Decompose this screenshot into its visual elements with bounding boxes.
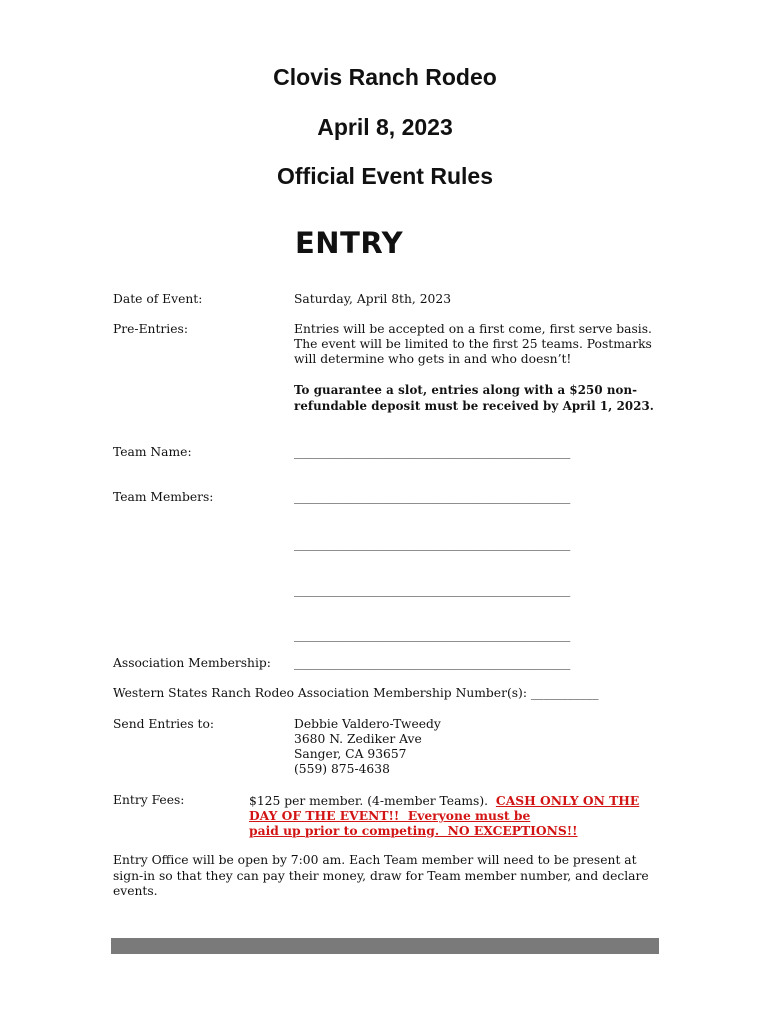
pre-entries-line: will determine who gets in and who doesn’t!	[294, 352, 572, 366]
cash-only-warning: CASH ONLY ON THE	[495, 793, 640, 808]
address-line: Sanger, CA 93657	[294, 747, 407, 761]
wsrra-membership-number: Western States Ranch Rodeo Association Membership Number(s): ___________	[113, 686, 599, 700]
address-line: (559) 875-4638	[294, 762, 390, 776]
section-heading: ENTRY	[295, 226, 404, 260]
entry-office-line: Entry Office will be open by 7:00 am. Each Team member will need to be present at	[113, 853, 637, 867]
team-member-field[interactable]: ________________________________________________	[294, 628, 570, 642]
association-membership-label: Association Membership:	[113, 656, 271, 670]
deposit-notice-line: To guarantee a slot, entries along with a $250 non-	[294, 383, 638, 397]
pre-entries-line: Entries will be accepted on a first come, first serve basis.	[294, 322, 652, 336]
association-membership-field[interactable]: ________________________________________________	[294, 656, 570, 670]
event-title: Clovis Ranch Rodeo	[273, 64, 497, 90]
entry-fees-label: Entry Fees:	[113, 793, 185, 807]
entry-office-line: events.	[113, 884, 158, 898]
entry-office-line: sign-in so that they can pay their money, draw for Team member number, and declare	[113, 869, 649, 883]
date-of-event-label: Date of Event:	[113, 292, 203, 306]
send-entries-label: Send Entries to:	[113, 717, 215, 731]
team-member-field[interactable]: ________________________________________________	[294, 490, 570, 504]
address-line: 3680 N. Zediker Ave	[294, 732, 422, 746]
entry-fees-amount: $125 per member. (4-member Teams).	[249, 794, 496, 808]
pre-entries-line: The event will be limited to the first 25 teams. Postmarks	[294, 337, 652, 351]
team-name-field[interactable]: ________________________________________________	[294, 445, 570, 459]
date-of-event-value: Saturday, April 8th, 2023	[294, 292, 452, 306]
team-member-field[interactable]: ________________________________________________	[294, 537, 570, 551]
team-members-label: Team Members:	[113, 490, 214, 504]
cash-only-warning: DAY OF THE EVENT!! Everyone must be	[249, 808, 531, 823]
team-name-label: Team Name:	[113, 445, 192, 459]
deposit-notice-line: refundable deposit must be received by April 1, 2023.	[294, 399, 655, 413]
team-member-field[interactable]: ________________________________________________	[294, 583, 570, 597]
footer-bar	[111, 938, 659, 954]
page-subtitle: Official Event Rules	[276, 163, 493, 189]
address-line: Debbie Valdero-Tweedy	[294, 717, 441, 731]
no-exceptions-warning: paid up prior to competing. NO EXCEPTIONS!!	[249, 823, 578, 838]
pre-entries-label: Pre-Entries:	[113, 322, 188, 336]
event-date: April 8, 2023	[317, 114, 453, 140]
